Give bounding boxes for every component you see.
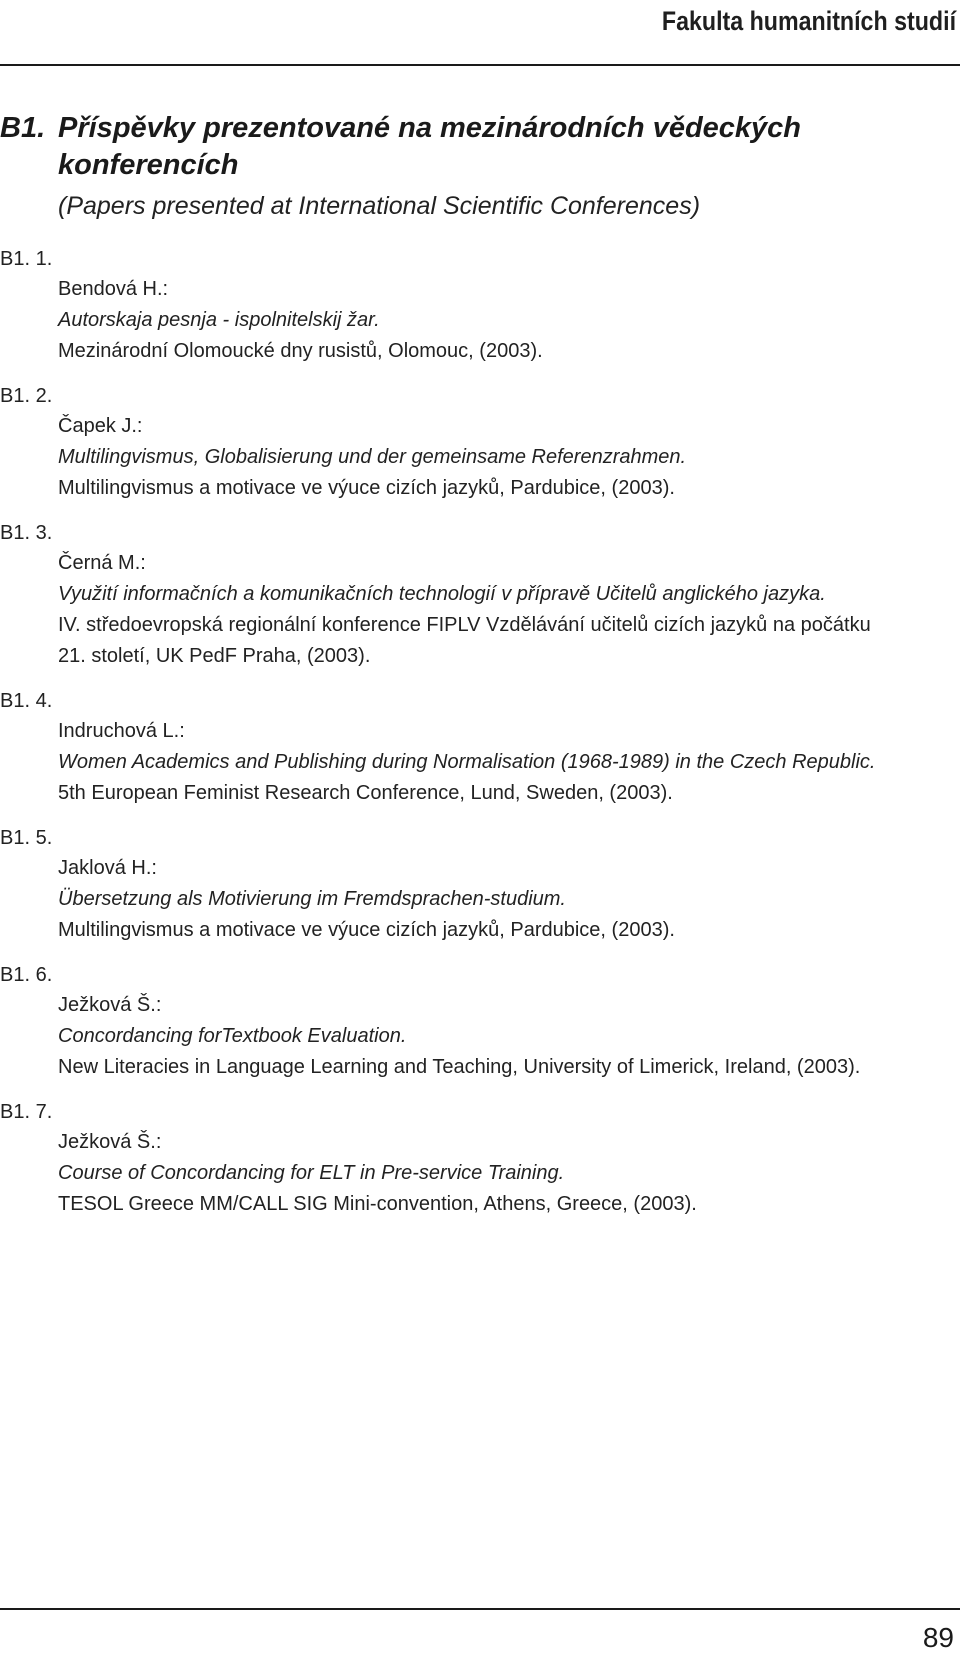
entry-number: B1. 6. bbox=[0, 964, 53, 986]
section-title: Příspěvky prezentované na mezinárodních vědeckých konferencích bbox=[58, 112, 802, 181]
entry-body bbox=[0, 1127, 888, 1220]
header-rule bbox=[0, 64, 960, 66]
entry-author: Čapek J.: bbox=[58, 415, 143, 437]
entry-number: B1. 7. bbox=[0, 1101, 53, 1123]
page-number: 89 bbox=[922, 1622, 954, 1653]
entry-author: Černá M.: bbox=[58, 552, 146, 574]
entry-body bbox=[0, 990, 888, 1083]
entry-title: Multilingvismus, Globalisierung und der gemeinsame Referenzrahmen. bbox=[58, 446, 687, 468]
list-item bbox=[0, 381, 960, 504]
entry-title: Übersetzung als Motivierung im Fremdsprachen-studium. bbox=[58, 888, 566, 910]
page-header bbox=[0, 0, 960, 66]
entry-body bbox=[0, 411, 888, 504]
entry-body bbox=[0, 274, 888, 367]
entry-number: B1. 2. bbox=[0, 385, 53, 407]
entry-body bbox=[0, 853, 888, 946]
entry-number: B1. 3. bbox=[0, 522, 53, 544]
entry-venue: 5th European Feminist Research Conference, Lund, Sweden, (2003). bbox=[58, 782, 673, 804]
list-item bbox=[0, 686, 960, 809]
list-item bbox=[0, 1097, 960, 1220]
footer-rule bbox=[0, 1608, 960, 1610]
list-item bbox=[0, 244, 960, 367]
main-content bbox=[0, 110, 960, 1234]
entry-venue: Multilingvismus a motivace ve výuce cizích jazyků, Pardubice, (2003). bbox=[58, 477, 675, 499]
publication-list bbox=[0, 244, 960, 1220]
entry-venue: Multilingvismus a motivace ve výuce cizích jazyků, Pardubice, (2003). bbox=[58, 919, 675, 941]
entry-body bbox=[0, 716, 888, 809]
entry-number: B1. 1. bbox=[0, 248, 53, 270]
list-item bbox=[0, 823, 960, 946]
entry-venue: TESOL Greece MM/CALL SIG Mini-convention, Athens, Greece, (2003). bbox=[58, 1193, 697, 1215]
faculty-title: Fakulta humanitních studií bbox=[661, 6, 956, 36]
entry-venue: New Literacies in Language Learning and Teaching, University of Limerick, Ireland, (2003). bbox=[58, 1056, 861, 1078]
entry-number: B1. 5. bbox=[0, 827, 53, 849]
entry-title: Women Academics and Publishing during Normalisation (1968-1989) in the Czech Republic. bbox=[58, 751, 876, 773]
entry-venue: IV. středoevropská regionální konference FIPLV Vzdělávání učitelů cizích jazyků na počátku 21. století, UK PedF Praha, (2003). bbox=[58, 614, 871, 667]
list-item bbox=[0, 960, 960, 1083]
entry-venue: Mezinárodní Olomoucké dny rusistů, Olomouc, (2003). bbox=[58, 340, 543, 362]
entry-author: Jaklová H.: bbox=[58, 857, 157, 879]
entry-title: Concordancing forTextbook Evaluation. bbox=[58, 1025, 407, 1047]
entry-body bbox=[0, 548, 888, 672]
entry-number: B1. 4. bbox=[0, 690, 53, 712]
list-item bbox=[0, 518, 960, 672]
section-heading bbox=[0, 110, 960, 184]
section-subtitle: (Papers presented at International Scientific Conferences) bbox=[58, 192, 701, 220]
entry-author: Ježková Š.: bbox=[58, 994, 162, 1016]
entry-author: Indruchová L.: bbox=[58, 720, 185, 742]
entry-title: Autorskaja pesnja - ispolnitelskij žar. bbox=[58, 309, 380, 331]
entry-author: Bendová H.: bbox=[58, 278, 169, 300]
section-number: B1. bbox=[0, 112, 46, 144]
entry-title: Course of Concordancing for ELT in Pre-service Training. bbox=[58, 1162, 565, 1184]
entry-title: Využití informačních a komunikačních technologií v přípravě Učitelů anglického jazyka. bbox=[58, 583, 826, 605]
entry-author: Ježková Š.: bbox=[58, 1131, 162, 1153]
